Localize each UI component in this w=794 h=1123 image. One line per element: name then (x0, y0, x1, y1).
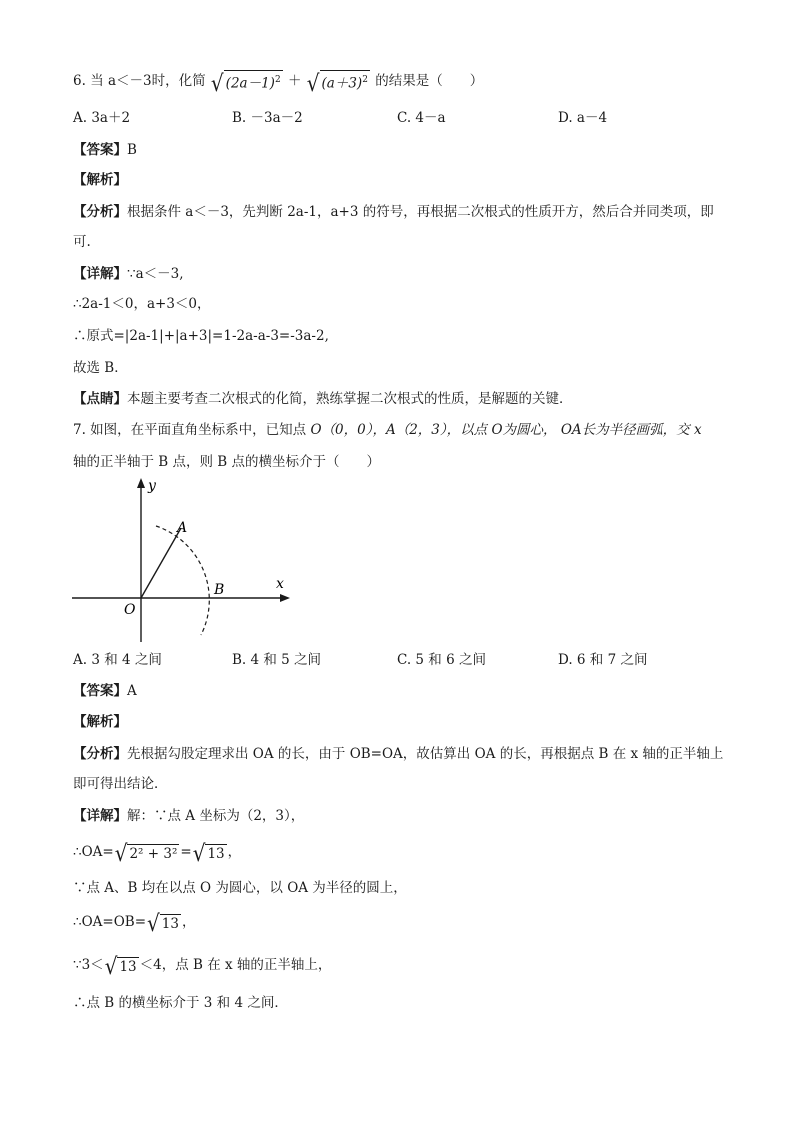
sqrt-13-c: √ 13 (104, 951, 137, 980)
q6-fenxi-2: 可. (73, 234, 91, 250)
q7-stem-2: 轴的正半轴于 B 点，则 B 点的横坐标介于（ ） (73, 454, 381, 470)
q7-stem-1: 7. 如图，在平面直角坐标系中，已知点 O（0，0），A（2，3），以点 O为圆心， OA长为半径画弧，交 x (73, 422, 702, 438)
q7-detail-2: ∴OA= √ 2² + 3² = √ 13 ， (73, 838, 242, 867)
sqrt-2sq-3sq: √ 2² + 3² (114, 838, 178, 867)
q6-sqrt-2: √ $(a+3)^2$ (306, 68, 368, 97)
label-a: A (177, 520, 188, 536)
q6-option-c: C. 4－a (397, 110, 446, 126)
q7-option-a: A. 3 和 4 之间 (73, 652, 162, 668)
q6-option-a: A. 3a＋2 (73, 110, 131, 126)
q6-option-b: B. －3a－2 (232, 110, 303, 126)
segment-oa (141, 528, 181, 598)
q7-detail-5: ∵3＜ √ 13 ＜4，点 B 在 x 轴的正半轴上， (73, 951, 332, 980)
q7-option-c: C. 5 和 6 之间 (397, 652, 486, 668)
q7-option-d: D. 6 和 7 之间 (558, 652, 648, 668)
q7-detail-3: ∵点 A、B 均在以点 O 为圆心，以 OA 为半径的圆上， (73, 880, 407, 896)
sqrt-13-b: √ 13 (147, 908, 179, 937)
sqrt-13-a: √ 13 (192, 838, 225, 867)
label-o: O (124, 602, 136, 618)
q6-detail: 【详解】∵a＜－3, (73, 266, 184, 282)
q7-analysis-title: 【解析】 (73, 714, 127, 730)
q7-answer: 【答案】A (73, 683, 137, 699)
q6-number: 6. (73, 72, 86, 89)
q6-answer: 【答案】B (73, 142, 137, 158)
q6-dianjing: 【点睛】本题主要考查二次根式的化简，熟练掌握二次根式的性质，是解题的关键． (73, 391, 573, 407)
q7-detail: 【详解】解：∵点 A 坐标为（2，3）， (73, 808, 305, 824)
q7-detail-6: ∴点 B 的横坐标介于 3 和 4 之间． (73, 995, 288, 1011)
q6-detail-4: 故选 B． (73, 360, 128, 376)
label-y: y (148, 478, 156, 494)
q6-sqrt-1: √ $(2a-1)^2$ (210, 68, 281, 97)
q6-fenxi: 【分析】根据条件 a＜－3，先判断 2a-1，a+3 的符号，再根据二次根式的性质开方，然后合并同类项，即 (73, 204, 714, 220)
q6-detail-2: ∴2a-1＜0，a+3＜0， (73, 296, 211, 312)
y-axis-arrow (137, 478, 145, 488)
label-b: B (214, 582, 225, 598)
q6-stem: 6. 当 a＜－3时，化简 √ $(2a-1)^2$ ＋ √ $(a+3)^2$ 的结果是（ ） (73, 68, 484, 97)
q7-option-b: B. 4 和 5 之间 (232, 652, 322, 668)
q7-fenxi: 【分析】先根据勾股定理求出 OA 的长，由于 OB=OA，故估算出 OA 的长，再根据点 B 在 x 轴的正半轴上 (73, 746, 724, 762)
q6-analysis-title: 【解析】 (73, 172, 127, 188)
q7-detail-4: ∴OA=OB= √ 13 ， (73, 908, 196, 937)
coordinate-figure (60, 470, 310, 650)
label-x: x (276, 576, 284, 592)
dashed-arc (156, 526, 209, 635)
x-axis-arrow (280, 594, 290, 602)
q7-fenxi-2: 即可得出结论． (73, 776, 168, 792)
q6-option-d: D. a－4 (558, 110, 608, 126)
q6-detail-3: ∴原式=|2a-1|+|a+3|=1-2a-a-3=-3a-2, (73, 328, 329, 344)
